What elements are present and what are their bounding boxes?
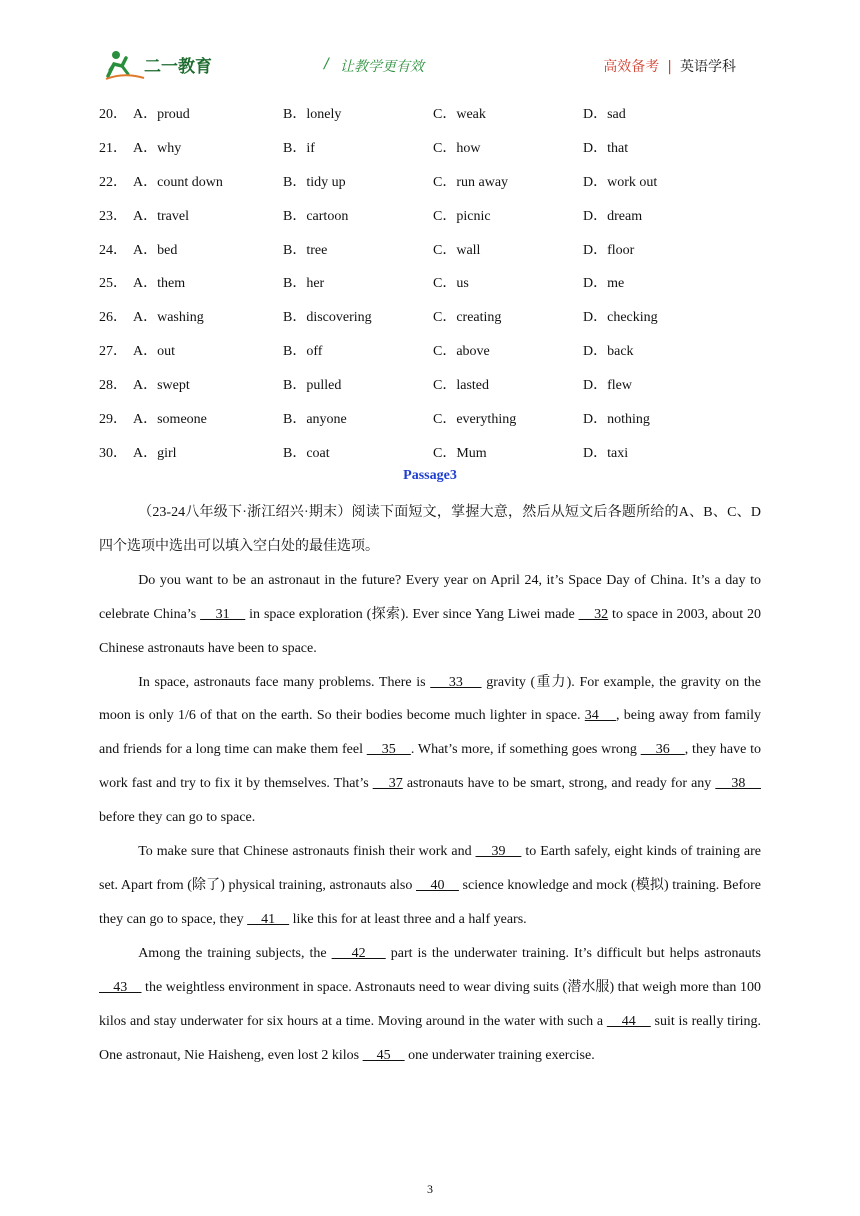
page-number: 3: [427, 1182, 433, 1196]
option-a: A．someone: [133, 411, 207, 427]
option-a: A．bed: [133, 242, 178, 258]
blank-35: 35: [366, 742, 411, 758]
option-a: A．travel: [133, 208, 189, 224]
text-run: astronauts have to be smart, strong, and ready for any: [402, 776, 716, 792]
option-row: [99, 96, 753, 130]
page-header: [100, 46, 760, 86]
blank-44: 44: [606, 1013, 651, 1029]
option-b: B．coat: [283, 445, 330, 461]
blank-39: 39: [475, 844, 522, 860]
text-run: , being away from family and friends for a long time can make them feel: [99, 708, 762, 758]
text-run: one underwater training exercise.: [404, 1047, 595, 1063]
question-number: 25．: [99, 276, 127, 292]
option-c: C．above: [433, 344, 490, 360]
blank-42: 42: [331, 945, 386, 961]
text-run: the weightless environment in space. Astronauts need to wear diving suits (潜水服) that weigh more than 100 kilos and stay underwater for six hours at a time. Moving around in the water with such a: [99, 979, 761, 1029]
paragraph-1: [99, 564, 761, 666]
option-b: B．lonely: [283, 106, 342, 122]
option-row: [99, 401, 753, 435]
paragraph-4: [99, 937, 761, 1073]
paragraph-2: [99, 666, 761, 836]
option-c: C．wall: [433, 242, 481, 258]
option-c: C．weak: [433, 106, 486, 122]
blank-34: 34: [584, 708, 616, 724]
paragraph-3: [99, 835, 761, 937]
option-d: D．that: [583, 140, 629, 156]
option-a: A．washing: [133, 310, 204, 326]
option-d: D．flew: [583, 378, 632, 394]
option-c: C．run away: [433, 174, 509, 190]
blank-40: 40: [416, 877, 459, 893]
blank-36: 36: [640, 742, 685, 758]
logo-icon: [104, 48, 216, 82]
text-run: part is the underwater training. It’s difficult but helps astronauts: [385, 945, 761, 961]
option-row: [99, 333, 753, 367]
option-row: [99, 367, 753, 401]
blank-43: 43: [99, 979, 142, 995]
header-right: [603, 56, 736, 76]
blank-33: 33: [430, 674, 482, 690]
option-row: [99, 164, 753, 198]
option-d: D．me: [583, 276, 625, 292]
option-b: B．her: [283, 276, 325, 292]
option-row: [99, 299, 753, 333]
question-number: 20．: [99, 106, 127, 122]
option-c: C．Mum: [433, 445, 487, 461]
blank-37: 37: [372, 776, 403, 792]
text-run: Among the training subjects, the: [138, 945, 332, 961]
blank-32: 32: [578, 606, 609, 622]
passage-intro: （23-24八年级下·浙江绍兴·期末）阅读下面短文，掌握大意，然后从短文后各题所给的A、B、C、D四个选项中选出可以填入空白处的最佳选项。: [99, 505, 761, 554]
text-run: To make sure that Chinese astronauts finish their work and: [138, 844, 476, 860]
blank-41: 41: [247, 911, 290, 927]
option-b: B．off: [283, 344, 323, 360]
text-run: science knowledge and mock (模拟) training. Before they can go to space, they: [99, 877, 761, 927]
options-table: [99, 96, 753, 469]
blank-45: 45: [362, 1047, 405, 1063]
option-d: D．work out: [583, 174, 658, 190]
logo-text: 二一教育: [144, 57, 212, 77]
header-tag-exam: 高效备考: [603, 59, 660, 75]
text-run: to Earth safely, eight kinds of training are set. Apart from (除了) physical training, astronauts also: [99, 844, 762, 893]
slogan: 让教学更有效: [340, 59, 424, 75]
option-a: A．girl: [133, 445, 177, 461]
option-c: C．how: [433, 140, 481, 156]
question-number: 21．: [99, 140, 127, 156]
option-a: A．them: [133, 276, 186, 292]
option-row: [99, 265, 753, 299]
question-number: 27．: [99, 344, 127, 360]
option-d: D．sad: [583, 106, 626, 122]
option-row: [99, 232, 753, 266]
option-b: B．cartoon: [283, 208, 349, 224]
option-b: B．pulled: [283, 378, 342, 394]
option-b: B．tree: [283, 242, 328, 258]
text-run: before they can go to space.: [99, 810, 256, 826]
option-d: D．nothing: [583, 411, 650, 427]
option-a: A．out: [133, 344, 175, 360]
option-row: [99, 198, 753, 232]
option-c: C．us: [433, 276, 469, 292]
text-run: like this for at least three and a half years.: [289, 911, 527, 927]
text-run: , they have to work fast and try to fix it by themselves. That’s: [99, 742, 762, 792]
option-a: A．why: [133, 140, 182, 156]
question-number: 22．: [99, 174, 127, 190]
text-run: suit is really tiring. One astronaut, Nie Haisheng, even lost 2 kilos: [99, 1013, 762, 1063]
option-a: A．count down: [133, 174, 223, 190]
option-row: [99, 130, 753, 164]
option-c: C．creating: [433, 310, 502, 326]
header-divider: |: [667, 59, 672, 75]
question-number: 23．: [99, 208, 127, 224]
question-number: 28．: [99, 378, 127, 394]
question-number: 24．: [99, 242, 127, 258]
blank-31: 31: [200, 606, 246, 622]
option-c: C．everything: [433, 411, 517, 427]
text-run: Do you want to be an astronaut in the future? Every year on April 24, it’s Space Day of China. It’s a day to celebrate China’s: [99, 572, 761, 622]
question-number: 29．: [99, 411, 127, 427]
option-b: B．anyone: [283, 411, 347, 427]
option-c: C．picnic: [433, 208, 491, 224]
passage-body: [99, 496, 761, 1072]
option-d: D．floor: [583, 242, 635, 258]
text-run: In space, astronauts face many problems. There is: [138, 674, 431, 690]
passage-title: Passage3: [403, 468, 457, 483]
option-d: D．back: [583, 344, 634, 360]
option-a: A．swept: [133, 378, 190, 394]
option-d: D．taxi: [583, 445, 629, 461]
option-b: B．discovering: [283, 310, 372, 326]
blank-38: 38: [715, 776, 762, 792]
text-run: in space exploration (探索). Ever since Yang Liwei made: [245, 606, 579, 622]
option-b: B．if: [283, 140, 315, 156]
option-row: [99, 435, 753, 469]
option-d: D．checking: [583, 310, 658, 326]
question-number: 30．: [99, 445, 127, 461]
option-c: C．lasted: [433, 378, 489, 394]
text-run: . What’s more, if something goes wrong: [410, 742, 641, 758]
slogan-separator: /: [324, 56, 329, 72]
text-run: to space in 2003, about 20 Chinese astronauts have been to space.: [99, 606, 762, 656]
text-run: gravity (重力). For example, the gravity on the moon is only 1/6 of that on the earth. So their bodies become much lighter in space.: [99, 674, 762, 724]
option-a: A．proud: [133, 106, 190, 122]
header-tag-subject: 英语学科: [680, 59, 736, 75]
question-number: 26．: [99, 310, 127, 326]
option-b: B．tidy up: [283, 174, 346, 190]
option-d: D．dream: [583, 208, 643, 224]
